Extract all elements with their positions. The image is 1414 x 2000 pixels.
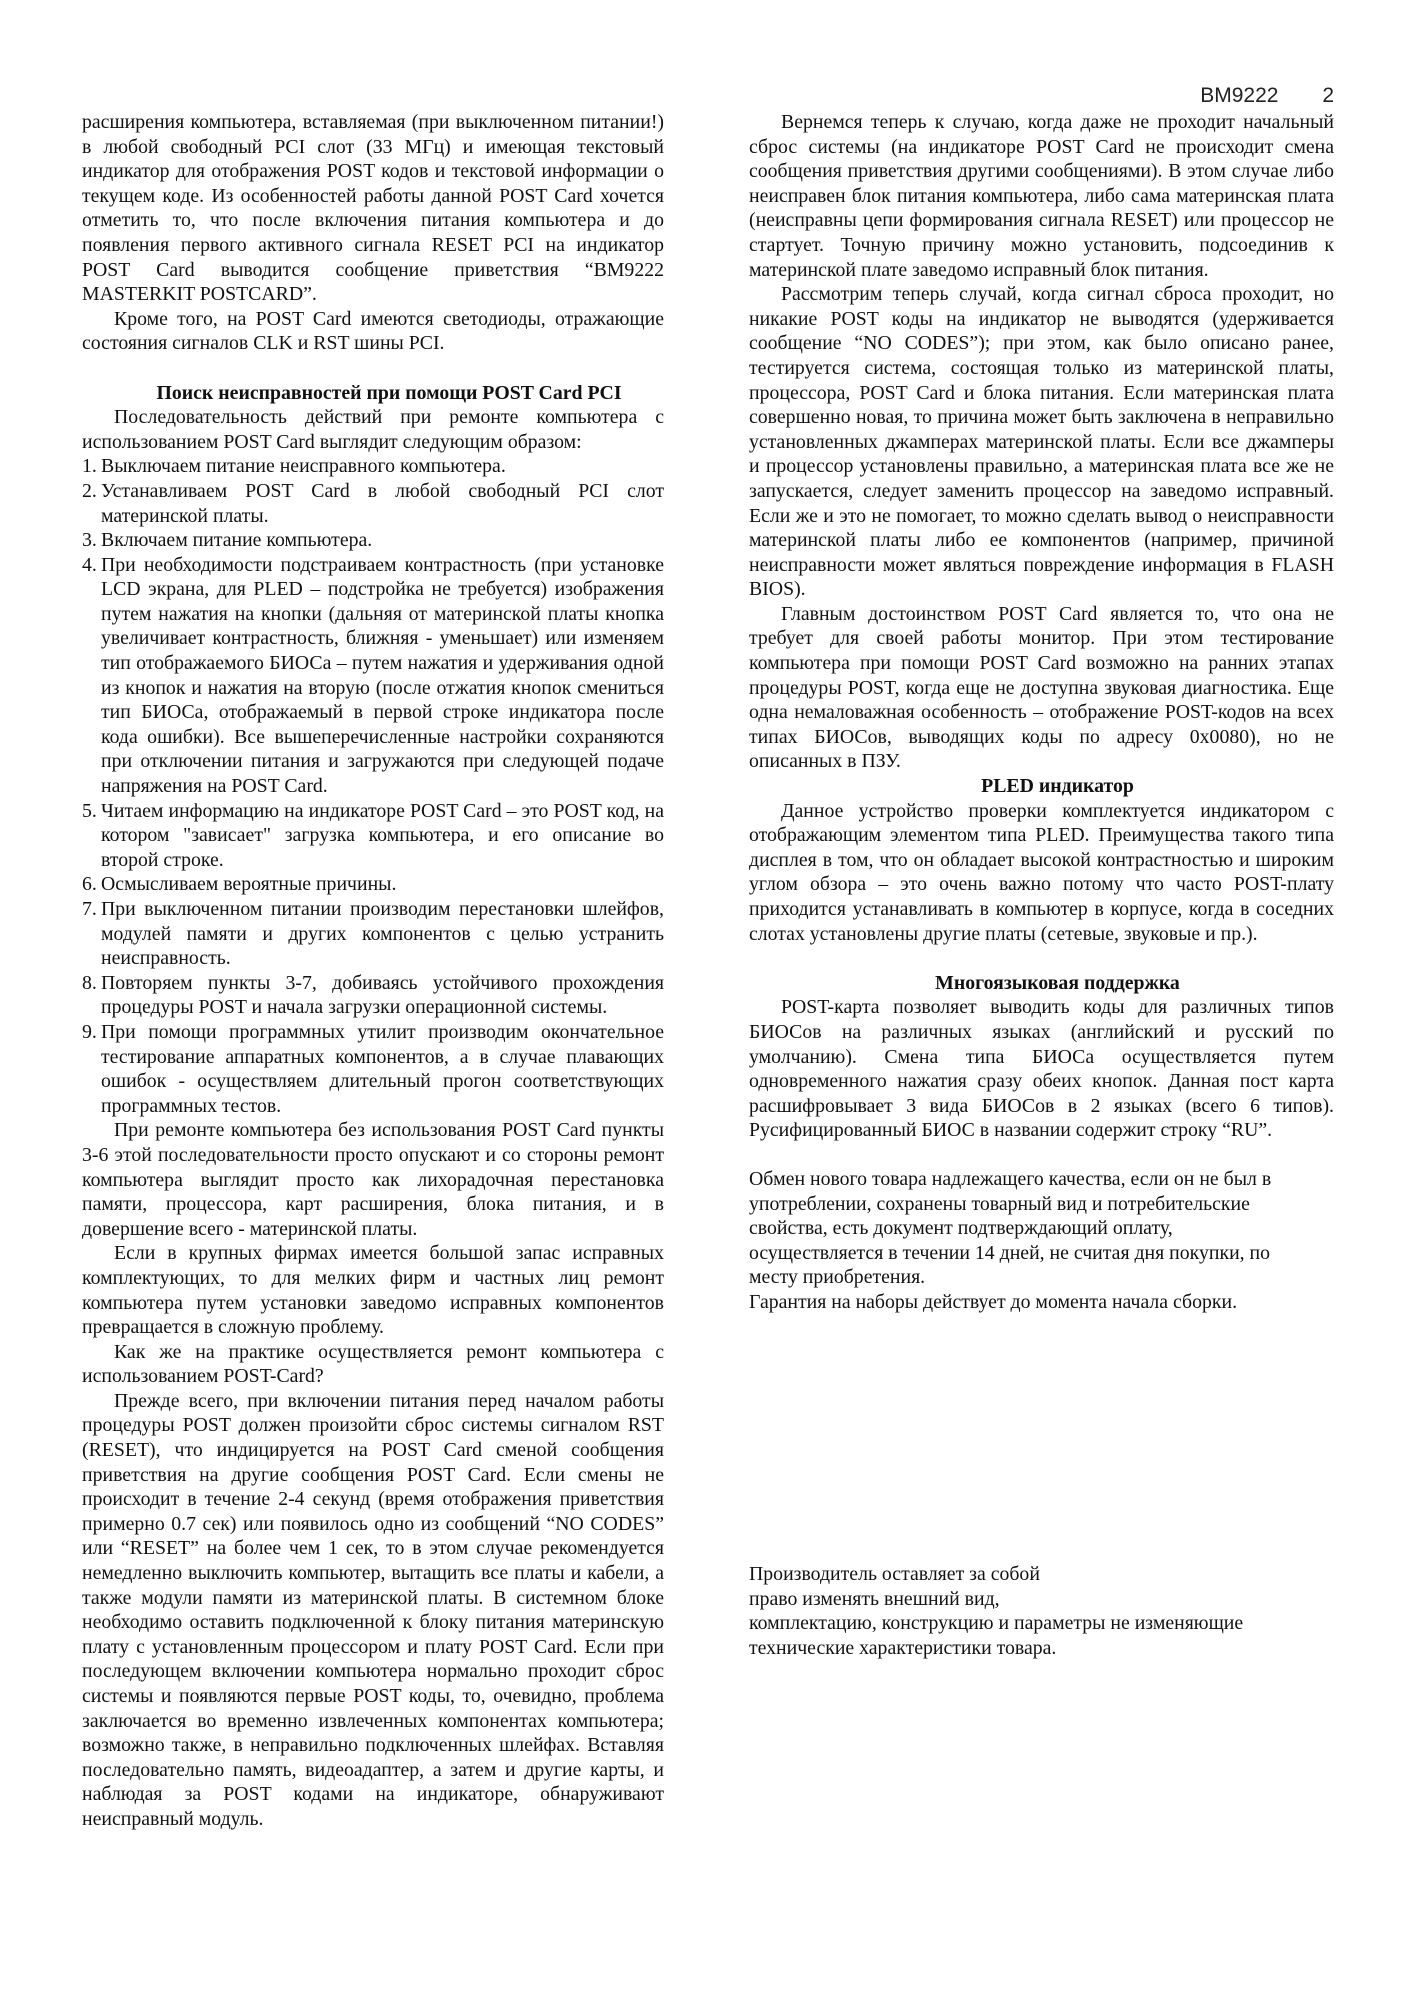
step-number: 9. — [82, 1020, 97, 1043]
step-text: Включаем питание компьютера. — [101, 529, 373, 552]
step-number: 8. — [82, 971, 97, 994]
step-number: 3. — [82, 529, 97, 552]
right-column — [749, 110, 1334, 1315]
step-text: Осмысливаем вероятные причины. — [101, 873, 397, 896]
list-item — [82, 799, 664, 873]
note-line: право изменять внешний вид, — [749, 1587, 1000, 1610]
step-text: Устанавливаем POST Card в любой свободный PCI слот материнской платы. — [101, 479, 664, 527]
list-item — [82, 479, 664, 528]
step-text: При выключенном питании производим перестановки шлейфов, модулей памяти и других компонентов с целью устранить неисправность. — [101, 898, 664, 970]
pled-paragraph: Данное устройство проверки комплектуется индикатором с отображающим элементом типа PLED. Преимущества такого типа дисплея в том, что он обладает высокой контрастностью и широким углом обзора – это очень важно потому что часто POST-плату приходится устанавливать в компьютер в корпусе, когда в соседних слотах установлены другие платы (сетевые, звуковые и пр.). — [749, 799, 1334, 945]
spacer — [82, 356, 664, 381]
consider-paragraph: Рассмотрим теперь случай, когда сигнал сброса проходит, но никакие POST коды на индикатор не выводятся (удерживается сообщение “NO CODES”); при этом, как было описано ранее, тестируется система, состоящая только из материнской платы, процессора, POST Card и блока питания. Если материнская плата совершенно новая, то причина может быть заключена в неправильно установленных джамперах материнской платы. Если все джамперы и процессор установлены правильно, а материнская плата все же не запускается, следует заменить процессор на заведомо исправный. Если же и это не помогает, то можно сделать вывод о неисправности материнской платы либо ее компонентов (например, причиной неисправности может являться повреждение информация в FLASH BIOS). — [749, 283, 1334, 601]
warranty-line: свойства, есть документ подтверждающий оплату, — [749, 1217, 1173, 1240]
step-text: Выключаем питание неисправного компьютера. — [101, 455, 506, 478]
list-item — [82, 528, 664, 553]
warranty-line: месту приобретения. — [749, 1266, 926, 1289]
step-number: 7. — [82, 898, 97, 920]
step-text: Повторяем пункты 3-7, добиваясь устойчивого прохождения процедуры POST и начала загрузки операционной системы. — [101, 971, 664, 1019]
page-number: 2 — [1322, 84, 1334, 107]
sequence-intro: Последовательность действий при ремонте компьютера с использованием POST Card выглядит следующим образом: — [82, 406, 664, 453]
step-number: 6. — [82, 873, 97, 896]
leds-paragraph: Кроме того, на POST Card имеются светодиоды, отражающие состояния сигналов CLK и RST шины PCI. — [82, 307, 664, 355]
multilang-heading: Многоязыковая поддержка — [935, 971, 1180, 994]
model-number: BM9222 — [1200, 84, 1279, 107]
list-item — [82, 897, 664, 971]
manufacturer-note — [749, 1562, 1334, 1660]
pled-heading: PLED индикатор — [981, 775, 1134, 798]
spacer — [749, 946, 1334, 971]
warranty-line: Гарантия на наборы действует до момента начала сборки. — [749, 1290, 1238, 1313]
step-number: 1. — [82, 455, 97, 478]
steps-list — [82, 454, 664, 1118]
list-item — [82, 553, 664, 799]
question-paragraph: Как же на практике осуществляется ремонт компьютера с использованием POST-Card? — [82, 1340, 664, 1388]
advantage-paragraph: Главным достоинством POST Card является то, что она не требует для своей работы монитор. При этом тестирование компьютера при помощи POST Card возможно на ранних этапах процедуры POST, когда еще не доступна звуковая диагностика. Еще одна немаловажная особенность – отображение POST-кодов на всех типах БИОСов, выводящих коды по адресу 0x0080), но не описанных в ПЗУ. — [749, 602, 1334, 773]
list-item — [82, 971, 664, 1020]
list-item — [82, 1020, 664, 1118]
step-text: При помощи программных утилит производим окончательное тестирование аппаратных компонентов, а в случае плавающих ошибок - осуществляем длительный прогон соответствующих программных тестов. — [101, 1020, 664, 1117]
warranty-block — [749, 1167, 1334, 1315]
list-item — [82, 872, 664, 897]
warranty-line: употреблении, сохранены товарный вид и потребительские — [749, 1192, 1250, 1215]
list-item — [82, 454, 664, 479]
warranty-line: осуществляется в течении 14 дней, не считая дня покупки, по — [749, 1241, 1271, 1264]
intro-paragraph: расширения компьютера, вставляемая (при выключенном питании!) в любой свободный PCI слот (33 МГц) и имеющая текстовый индикатор для отображения POST кодов и текстовой информации о текущем коде. Из особенностей работы данной POST Card хочется отметить то, что после включения питания компьютера и до появления первого активного сигнала RESET PCI на индикатор POST Card выводится сообщение приветствия “BM9222 MASTERKIT POSTCARD”. — [82, 111, 664, 306]
warranty-line: Обмен нового товара надлежащего качества, если он не был в — [749, 1167, 1272, 1190]
note-line: комплектацию, конструкцию и параметры не изменяющие — [749, 1612, 1244, 1635]
note-line: технические характеристики товара. — [749, 1636, 1057, 1659]
multilang-paragraph: POST-карта позволяет выводить коды для различных типов БИОСов на различных языках (английский и русский по умолчанию). Смена типа БИОСа осуществляется путем одновременного нажатия сразу обеих кнопок. Данная пост карта расшифровывает 3 вида БИОСов в 2 языках (всего 6 типов). Русифицированный БИОС в названии содержит строку “RU”. — [749, 996, 1334, 1142]
step-text: Читаем информацию на индикаторе POST Card – это POST код, на котором "зависает" загрузка компьютера, и его описание во второй строке. — [101, 799, 664, 871]
page-header — [1200, 84, 1334, 108]
firms-paragraph: Если в крупных фирмах имеется большой запас исправных комплектующих, то для мелких фирм и частных лиц ремонт компьютера путем установки заведомо исправных компонентов превращается в сложную проблему. — [82, 1242, 664, 1339]
return-paragraph: Вернемся теперь к случаю, когда даже не проходит начальный сброс системы (на индикаторе POST Card не происходит смена сообщения приветствия другими сообщениями). В этом случае либо неисправен блок питания компьютера, либо сама материнская плата (неисправны цепи формирования сигнала RESET) или процессор не стартует. Точную причину можно установить, подсоединив к материнской плате заведомо исправный блок питания. — [749, 111, 1334, 281]
left-column — [82, 110, 664, 1832]
note-line: Производитель оставляет за собой — [749, 1563, 1040, 1585]
step-number: 5. — [82, 799, 97, 822]
step-number: 2. — [82, 479, 97, 502]
first-step-paragraph: Прежде всего, при включении питания перед началом работы процедуры POST должен произойти сброс системы сигналом RST (RESET), что индицируется на POST Card сменой сообщения приветствия на другие сообщения POST Card. Если смены не происходит в течение 2-4 секунд (время отображения приветствия примерно 0.7 сек) или появилось одно из сообщений “NO CODES” или “RESET” на более чем 1 сек, то в этом случае рекомендуется немедленно выключить компьютер, вытащить все платы и кабели, а также модули памяти из материнской платы. В системном блоке необходимо оставить подключенной к блоку питания материнскую плату с установленным процессором и плату POST Card. Если при последующем включении компьютера нормально проходит сброс системы и появляются первые POST коды, то, очевидно, проблема заключается во временно извлеченных компонентах компьютера; возможно также, в неправильно подключенных шлейфах. Вставляя последовательно память, видеоадаптер, а затем и другие карты, и наблюдая за POST кодами на индикаторе, обнаруживают неисправный модуль. — [82, 1389, 664, 1830]
troubleshooting-heading: Поиск неисправностей при помощи POST Card PCI — [156, 381, 622, 404]
step-number: 4. — [82, 553, 97, 576]
step-text: При необходимости подстраиваем контрастность (при установке LCD экрана, для PLED – подстройка не требуется) изображения путем нажатия на кнопки (дальняя от материнской платы кнопка увеличивает контрастность, ближняя - уменьшает) или изменяем тип отображаемого БИОСа – путем нажатия и удерживания одной из кнопок и нажатия на вторую (после отжатия кнопок смениться тип БИОСа, отображаемый в первой строке индикатора после кода ошибки). Все вышеперечисленные настройки сохраняются при отключении питания и загружаются при следующей подаче напряжения на POST Card. — [101, 553, 664, 798]
without-postcard-paragraph: При ремонте компьютера без использования POST Card пункты 3-6 этой последовательности просто опускают и со стороны ремонт компьютера выглядит просто как лихорадочная перестановка памяти, процессора, карт расширения, блока питания, и в довершение всего - материнской платы. — [82, 1119, 664, 1240]
